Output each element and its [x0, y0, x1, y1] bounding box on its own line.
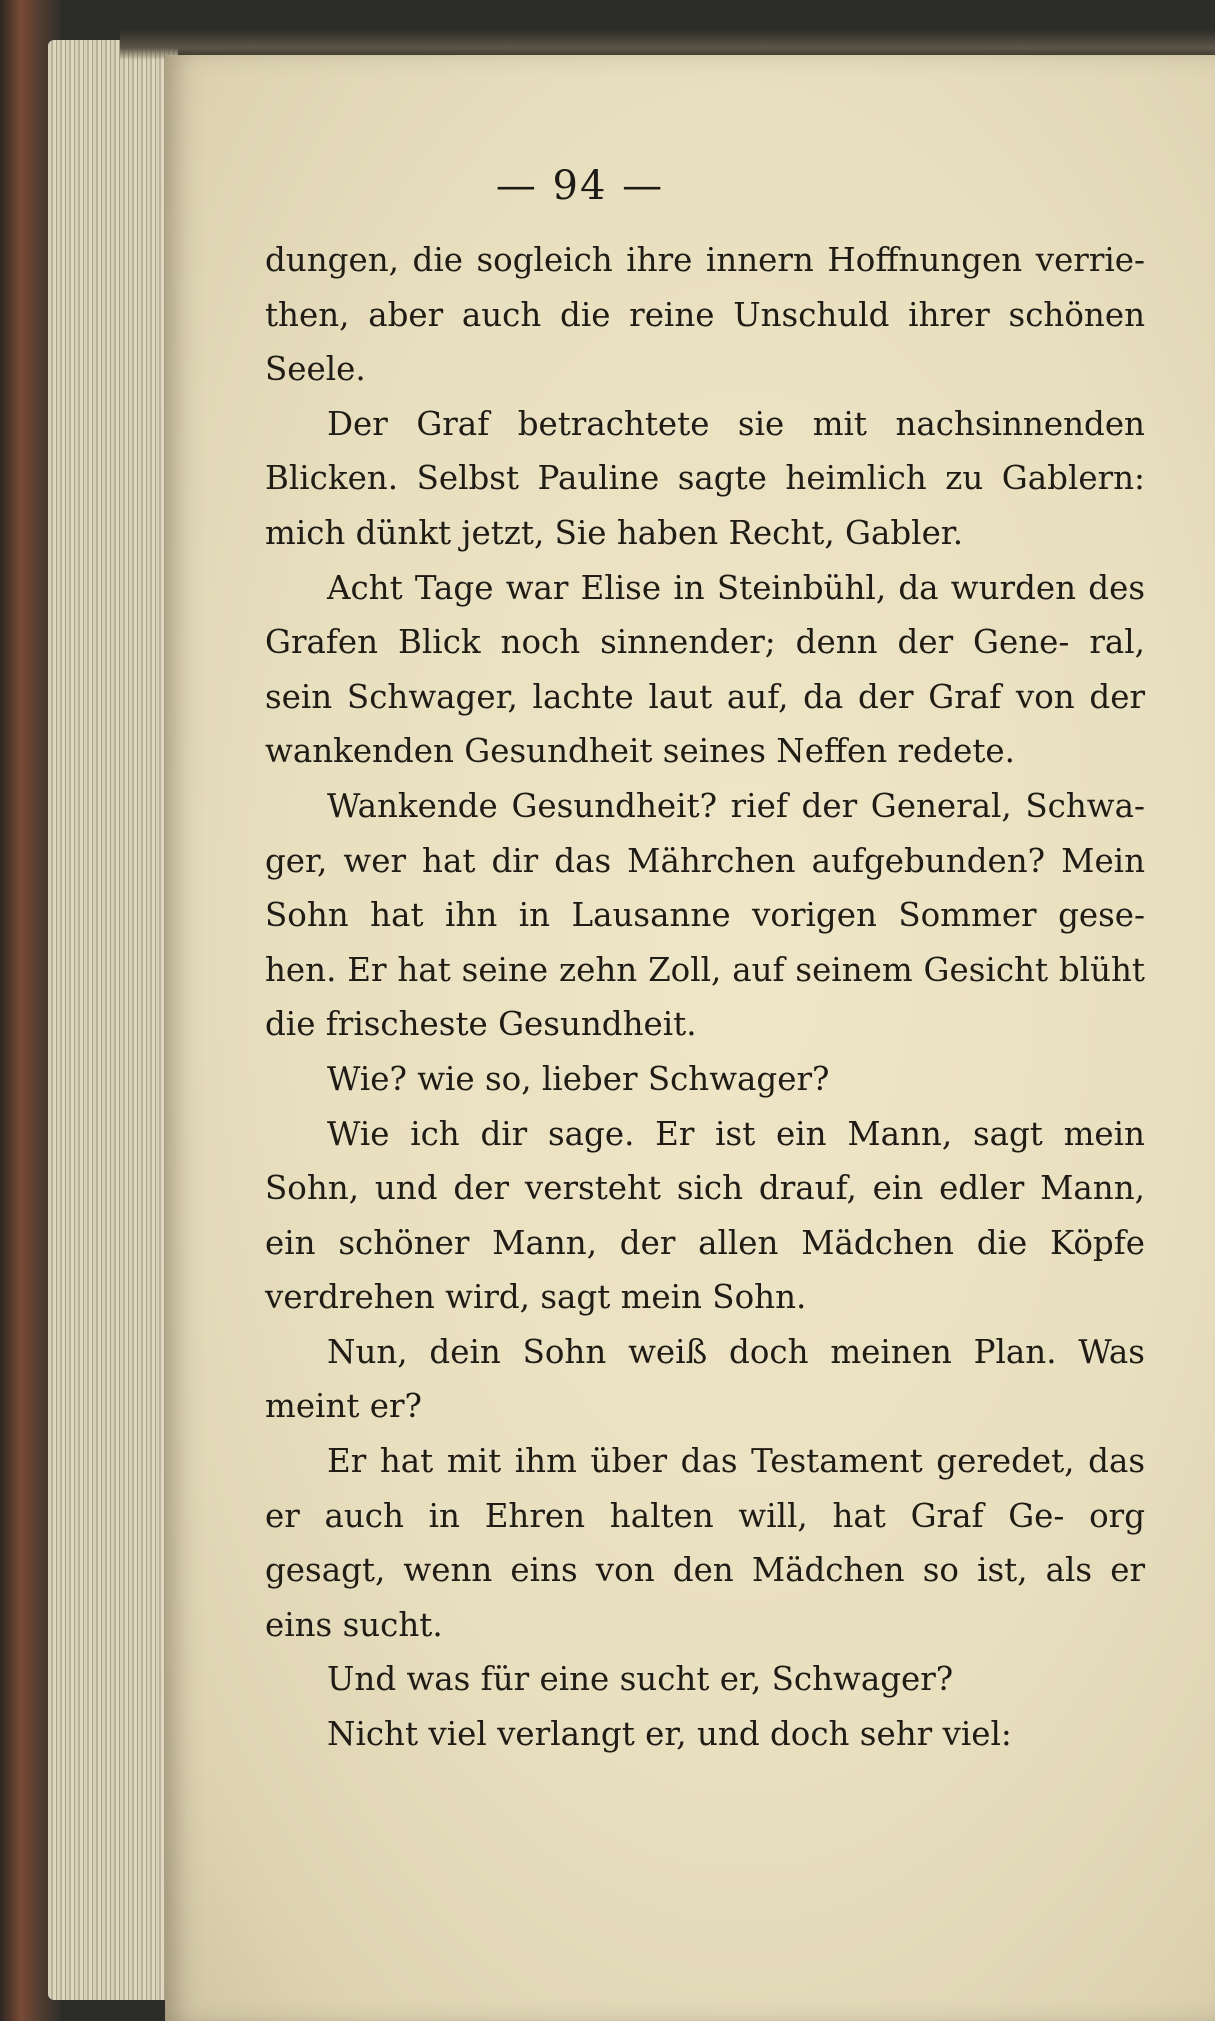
- paragraph-2: Der Graf betrachtete sie mit nachsinnenden Blicken. Selbst Pauline sagte heimlich zu Gablern: mich dünkt jetzt, Sie haben Recht, Gabler.: [265, 404, 1145, 552]
- paragraph-10: Nicht viel verlangt er, und doch sehr viel:: [327, 1715, 1012, 1754]
- paragraph-4: Wankende Gesundheit? rief der General, Schwa- ger, wer hat dir das Mährchen aufgebunden? Mein Sohn hat ihn in Lausanne vorigen Sommer gese- hen. Er hat seine zehn Zoll, auf seinem Gesicht blüht die frischeste Gesundheit.: [265, 786, 1145, 1044]
- paragraph-7: Nun, dein Sohn weiß doch meinen Plan. Was meint er?: [265, 1332, 1145, 1426]
- page-text: [265, 233, 1145, 1762]
- book-page: [165, 55, 1215, 2021]
- page-edges: [48, 40, 178, 2000]
- paragraph-1: dungen, die sogleich ihre innern Hoffnungen verrie- then, aber auch die reine Unschuld ihrer schönen Seele.: [265, 241, 1145, 389]
- paragraph-8: Er hat mit ihm über das Testament geredet, das er auch in Ehren halten will, hat Graf Ge- org gesagt, wenn eins von den Mädchen so ist, als er eins sucht.: [265, 1442, 1145, 1644]
- paragraph-3: Acht Tage war Elise in Steinbühl, da wurden des Grafen Blick noch sinnender; denn der Gene- ral, sein Schwager, lachte laut auf, da der Graf von der wankenden Gesundheit seines Neffen redete.: [265, 568, 1145, 771]
- page-number: — 94 —: [495, 163, 665, 209]
- paragraph-9: Und was für eine sucht er, Schwager?: [327, 1660, 954, 1699]
- paragraph-6: Wie ich dir sage. Er ist ein Mann, sagt mein Sohn, und der versteht sich drauf, ein edler Mann, ein schöner Mann, der allen Mädchen die Köpfe verdrehen wird, sagt mein Sohn.: [265, 1114, 1145, 1317]
- paragraph-5: Wie? wie so, lieber Schwager?: [327, 1059, 830, 1098]
